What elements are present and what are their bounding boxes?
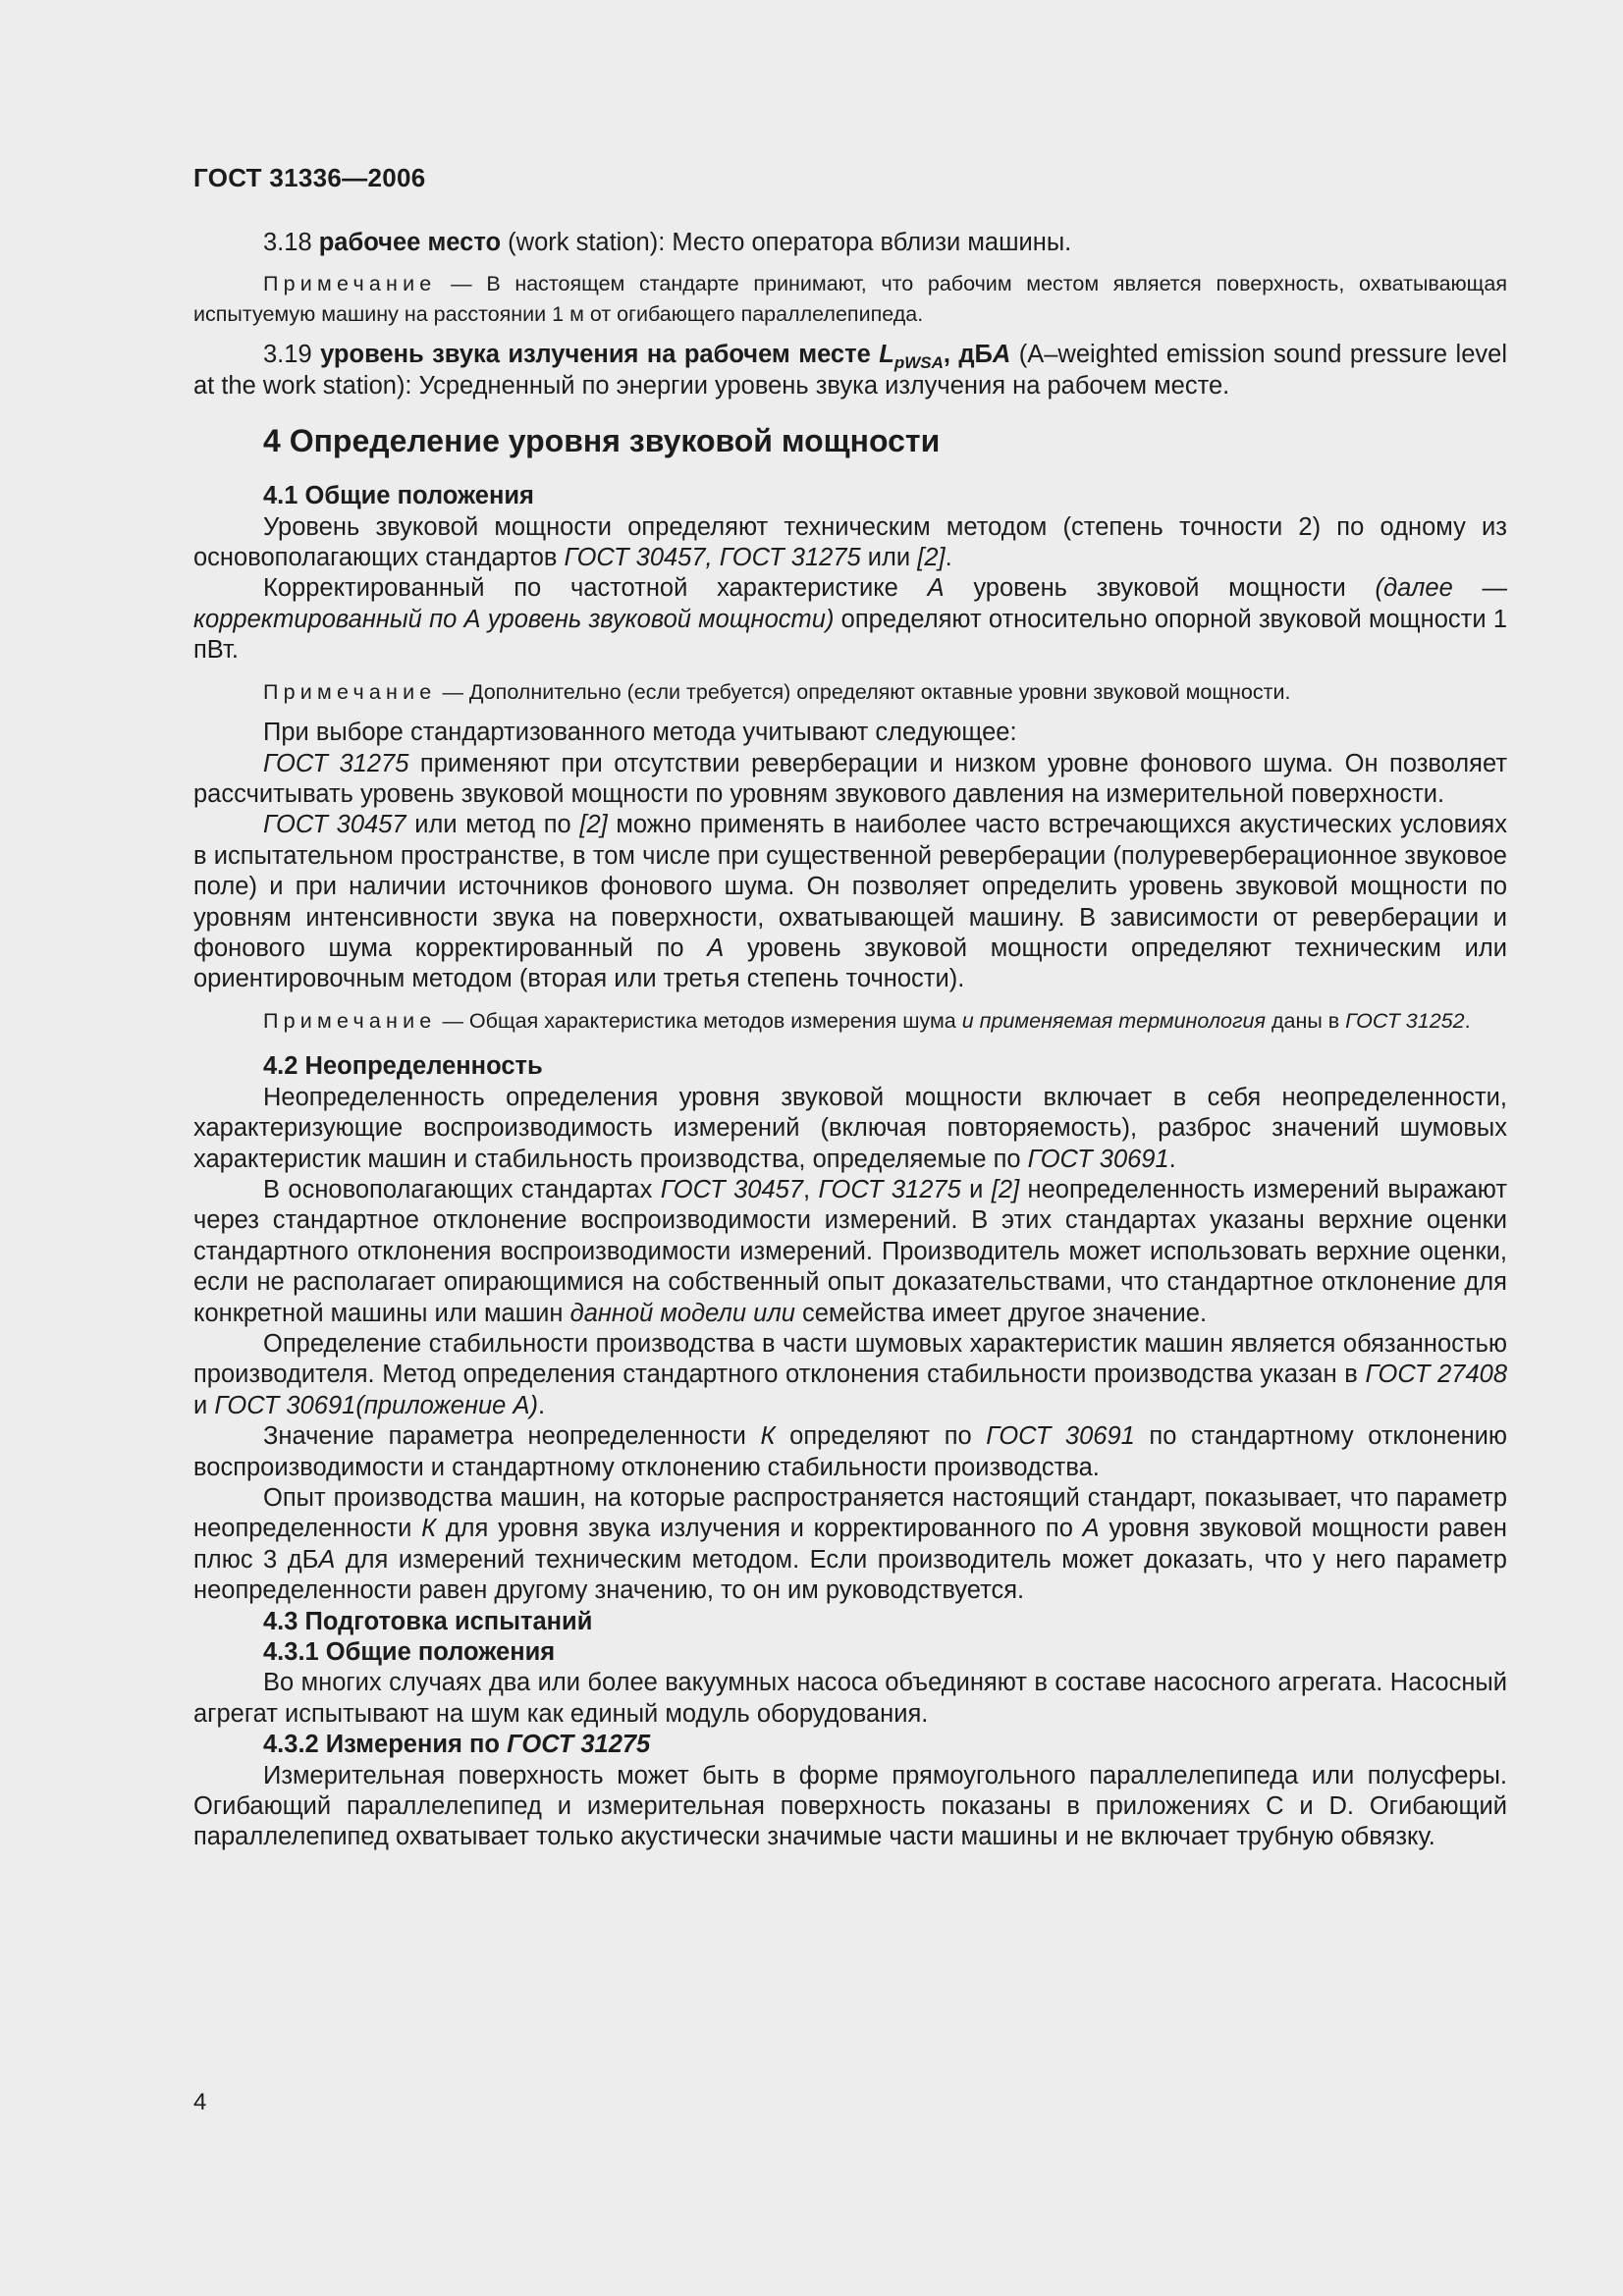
title-text: 4.3.2 Измерения по xyxy=(263,1731,508,1759)
note-label: Примечание xyxy=(263,1008,437,1033)
note-label: Примечание xyxy=(263,272,437,296)
standard-ref: ГОСТ 31275 xyxy=(818,1175,961,1203)
italic-text: данной модели или xyxy=(569,1299,795,1327)
subsection-title-4-3-2 xyxy=(193,1730,1507,1760)
text: или xyxy=(860,544,918,572)
text: В основополагающих стандартах xyxy=(263,1175,661,1203)
note-dash: — xyxy=(442,1008,463,1033)
term-english: (work station): xyxy=(508,229,666,256)
text: . xyxy=(1168,1145,1176,1173)
section-title: 4 Определение уровня звуковой мощности xyxy=(263,423,941,459)
text: для измерений техническим методом. Если производитель может доказать, что у него параметр неопределенности равен другому значению, то он им руководствуется. xyxy=(193,1545,1507,1605)
note-text: В настоящем стандарте принимают, что рабочим местом является поверхность, охватывающая испытуемую машину на расстоянии 1 м от огибающего параллелепипеда. xyxy=(193,272,1507,326)
text: для уровня звука излучения и корректированного по xyxy=(436,1515,1083,1543)
text: уровня звуковой мощности равен плюс 3 дБ xyxy=(193,1515,1507,1574)
reference: [2] xyxy=(991,1175,1020,1203)
symbol: А xyxy=(1082,1515,1100,1543)
italic-text: и применяемая терминология xyxy=(961,1008,1266,1033)
note-text: . xyxy=(1464,1008,1471,1033)
standard-ref: ГОСТ 30691(приложение А) xyxy=(214,1391,538,1419)
term-unit-weighting: A xyxy=(992,341,1011,369)
term-definition: Место оператора вблизи машины. xyxy=(672,229,1072,256)
paragraph xyxy=(193,810,1507,994)
text: Определение стабильности производства в части шумовых характеристик машин является обязанностью производителя. Метод определения стандартного отклонения стабильности производства указан в xyxy=(193,1329,1507,1389)
text: Неопределенность определения уровня звуковой мощности включает в себя неопределенности, характеризующие воспроизводимость измерений (включая повторяемость), разброс значений шумовых характеристик машин и стабильность производства, определяемые по xyxy=(193,1083,1507,1173)
text: . xyxy=(945,544,952,572)
paragraph xyxy=(193,573,1507,666)
note-label: Примечание xyxy=(263,679,437,704)
paragraph xyxy=(193,1083,1507,1175)
document-body xyxy=(193,228,1507,1853)
term-symbol: L xyxy=(879,341,894,369)
definition-3-18 xyxy=(193,228,1507,258)
paragraph xyxy=(193,1421,1507,1483)
standard-ref: ГОСТ 31252 xyxy=(1345,1008,1465,1033)
note-text: Общая характеристика методов измерения шума xyxy=(468,1008,962,1033)
term-symbol-subscript: pWSA xyxy=(893,353,944,373)
note-dash: — xyxy=(451,272,472,296)
paragraph xyxy=(193,749,1507,811)
subsection-title-4-1: 4.1 Общие положения xyxy=(263,482,534,510)
reference: [2] xyxy=(917,544,946,572)
paragraph: При выборе стандартизованного метода учитывают следующее: xyxy=(263,719,1017,747)
subsection-title-4-3: 4.3 Подготовка испытаний xyxy=(263,1607,593,1635)
text: по стандартному отклонению воспроизводимости и стандартному отклонению стабильности производства. xyxy=(193,1422,1508,1481)
text: можно применять в наиболее часто встречающихся акустических условиях в испытательном пространстве, в том числе при существенной реверберации (полуреверберационное звуковое поле) и при наличии источников фонового шума. Он позволяет определить уровень звуковой мощности по уровням интенсивности звука на поверхности, охватывающей машину. В зависимости от реверберации и фонового шума корректированный по xyxy=(193,811,1507,962)
text: Значение параметра неопределенности xyxy=(263,1422,761,1451)
text: , xyxy=(803,1175,819,1203)
text: и xyxy=(960,1175,992,1203)
paragraph: Во многих случаях два или более вакуумных насоса объединяют в составе насосного агрегата. Насосный агрегат испытывают на шум как единый модуль оборудования. xyxy=(193,1669,1507,1728)
text: определяют по xyxy=(775,1422,987,1451)
paragraph xyxy=(193,1483,1507,1607)
term-definition: (A–weighted emission sound pressure level at the work station): Усредненный по энергии уровень звука излучения на рабочем месте. xyxy=(193,341,1507,400)
text: . xyxy=(537,1391,546,1419)
text: Уровень звуковой мощности определяют техническим методом (степень точности 2) по одному из основополагающих стандартов xyxy=(193,512,1507,572)
paragraph xyxy=(193,512,1507,574)
clause-number: 3.18 xyxy=(263,229,312,256)
paragraph: Измерительная поверхность может быть в форме прямоугольного параллелепипеда или полусферы. Огибающий параллелепипед и измерительная поверхность показаны в приложениях С и D. Огибающий параллелепипед охватывает только акустически значимые части машины и не включает трубную обвязку. xyxy=(193,1761,1507,1851)
text: уровень звуковой мощности определяют техническим или ориентировочным методом (вторая или третья степень точности). xyxy=(193,934,1507,993)
standard-ref: ГОСТ 31275 xyxy=(263,749,409,777)
text: семейства имеет другое значение. xyxy=(794,1299,1208,1327)
note-text: Дополнительно (если требуется) определяют октавные уровни звуковой мощности. xyxy=(468,679,1291,704)
page-number: 4 xyxy=(193,2089,207,2115)
symbol: К xyxy=(760,1422,776,1451)
reference: [2] xyxy=(579,811,608,839)
paragraph xyxy=(193,1329,1507,1421)
text: неопределенность измерений выражают через стандартное отклонение воспроизводимости измерений. В этих стандартах указаны верхние оценки стандартного отклонения воспроизводимости измерений. Производитель может использовать верхние оценки, если не располагает опирающимися на собственный опыт доказательствами, что стандартное отклонение для конкретной машины или машин xyxy=(193,1175,1507,1327)
note xyxy=(193,1006,1507,1037)
symbol: К xyxy=(421,1515,437,1543)
text: уровень звуковой мощности xyxy=(944,574,1376,603)
paragraph xyxy=(193,1175,1507,1329)
subsection-title-4-2: 4.2 Неопределенность xyxy=(263,1052,543,1081)
term-text: уровень звука излучения на рабочем месте xyxy=(320,341,871,369)
note xyxy=(193,677,1507,708)
symbol: А xyxy=(707,934,725,962)
text: определяют относительно опорной звуковой мощности 1 пВт. xyxy=(193,605,1508,665)
document-header: ГОСТ 31336—2006 xyxy=(193,163,426,192)
note-text: даны в xyxy=(1266,1008,1346,1033)
italic-text: (далее — корректированный по А уровень звуковой мощности) xyxy=(193,574,1507,633)
term: рабочее место xyxy=(318,229,502,256)
symbol: А xyxy=(318,1545,336,1574)
text: Опыт производства машин, на которые распространяется настоящий стандарт, показывает, что параметр неопределенности xyxy=(193,1484,1507,1543)
standard-ref: ГОСТ 31275 xyxy=(507,1731,651,1759)
definition-3-19 xyxy=(193,340,1507,401)
clause-number: 3.19 xyxy=(263,341,312,369)
standard-ref: ГОСТ 27408 xyxy=(1365,1361,1507,1389)
standard-ref: ГОСТ 30691 xyxy=(986,1422,1135,1451)
subsection-title-4-3-1: 4.3.1 Общие положения xyxy=(263,1638,556,1667)
text: или метод по xyxy=(406,811,580,839)
standard-ref: ГОСТ 30457 xyxy=(660,1175,804,1203)
standard-ref: ГОСТ 30457, ГОСТ 31275 xyxy=(564,544,861,572)
text: применяют при отсутствии реверберации и низком уровне фонового шума. Он позволяет рассчитывать уровень звуковой мощности по уровням звукового давления на измерительной поверхности. xyxy=(193,749,1508,808)
term xyxy=(320,341,1011,373)
note-3-18 xyxy=(193,269,1507,329)
symbol: А xyxy=(927,574,945,603)
standard-ref: ГОСТ 30457 xyxy=(263,811,406,839)
text: и xyxy=(193,1391,215,1419)
text: Корректированный по частотной характеристике xyxy=(263,574,928,603)
term-unit: , дБ xyxy=(943,341,993,369)
note-dash: — xyxy=(442,679,463,704)
standard-ref: ГОСТ 30691 xyxy=(1027,1145,1169,1173)
